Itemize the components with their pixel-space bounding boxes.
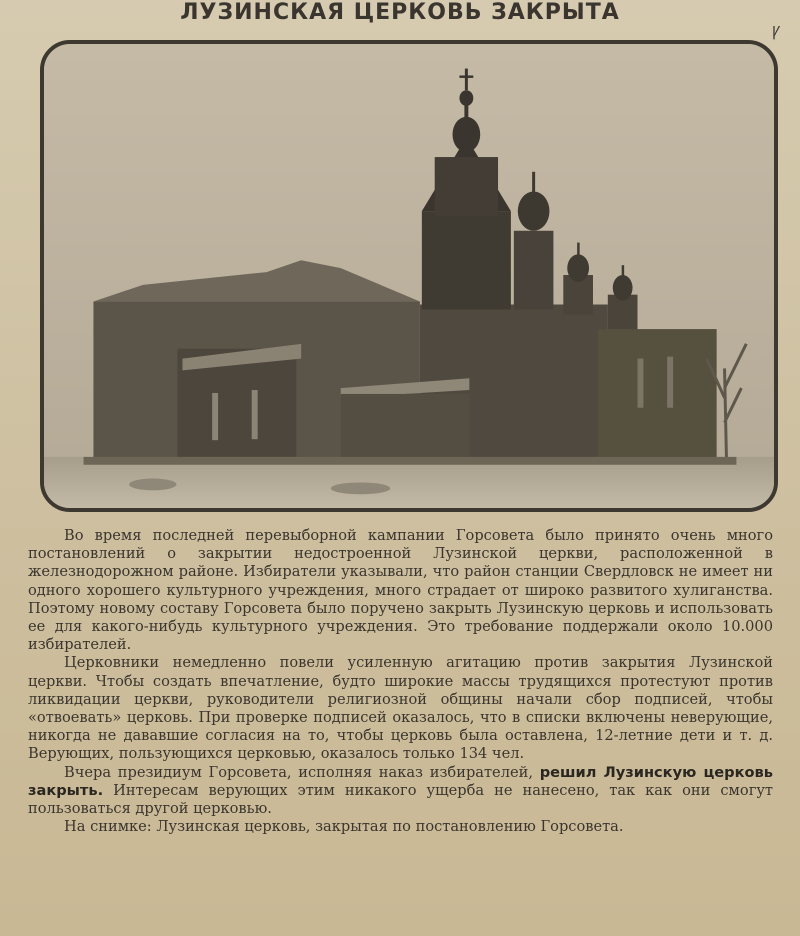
paragraph-3-start: Вчера президиум Горсовета, исполняя наказ избирателей, [64, 763, 540, 781]
headline: ЛУЗИНСКАЯ ЦЕРКОВЬ ЗАКРЫТА [180, 0, 620, 25]
photo-caption: На снимке: Лузинская церковь, закрытая по постановлению Горсовета. [64, 818, 624, 836]
paragraph-1: Во время последней перевыборной кампании Горсовета было принято очень много постановлений о закрытии недостроенной Лузинской церкви, расположенной в железнодорожном районе. Избиратели указывали, что район станции Свердловск не имеет ни одного хорошего культурного учреждения, много страдает от широко развитого хулиганства. Поэтому новому составу Горсовета было поручено закрыть Лузинскую церковь и использовать ее для какого-нибудь культурного учреждения. Это требование поддержали около 10.000 избирателей. [28, 527, 773, 654]
corner-mark: Ꝩ [771, 24, 780, 40]
church-photo [40, 40, 778, 512]
paragraph-3 [28, 764, 773, 819]
paragraph-3-end: Интересам верующих этим никакого ущерба не нанесено, так как они смогут пользоваться другой церковью. [28, 781, 773, 818]
paragraph-2: Церковники немедленно повели усиленную агитацию против закрытия Лузинской церкви. Чтобы создать впечатление, будто широкие массы трудящихся протестуют против ликвидации церкви, руководители религиозной общины начали сбор подписей, чтобы «отвоевать» церковь. При проверке подписей оказалось, что в списки включены неверующие, никогда не дававшие согласия на то, чтобы церковь была оставлена, 12-летние дети и т. д. Верующих, пользующихся церковью, оказалось только 134 чел. [28, 654, 773, 763]
article-body [28, 527, 773, 836]
church-photo-illustration [44, 44, 774, 508]
paragraph-3-bold: решил Лузинскую церковь закрыть. [28, 763, 774, 799]
